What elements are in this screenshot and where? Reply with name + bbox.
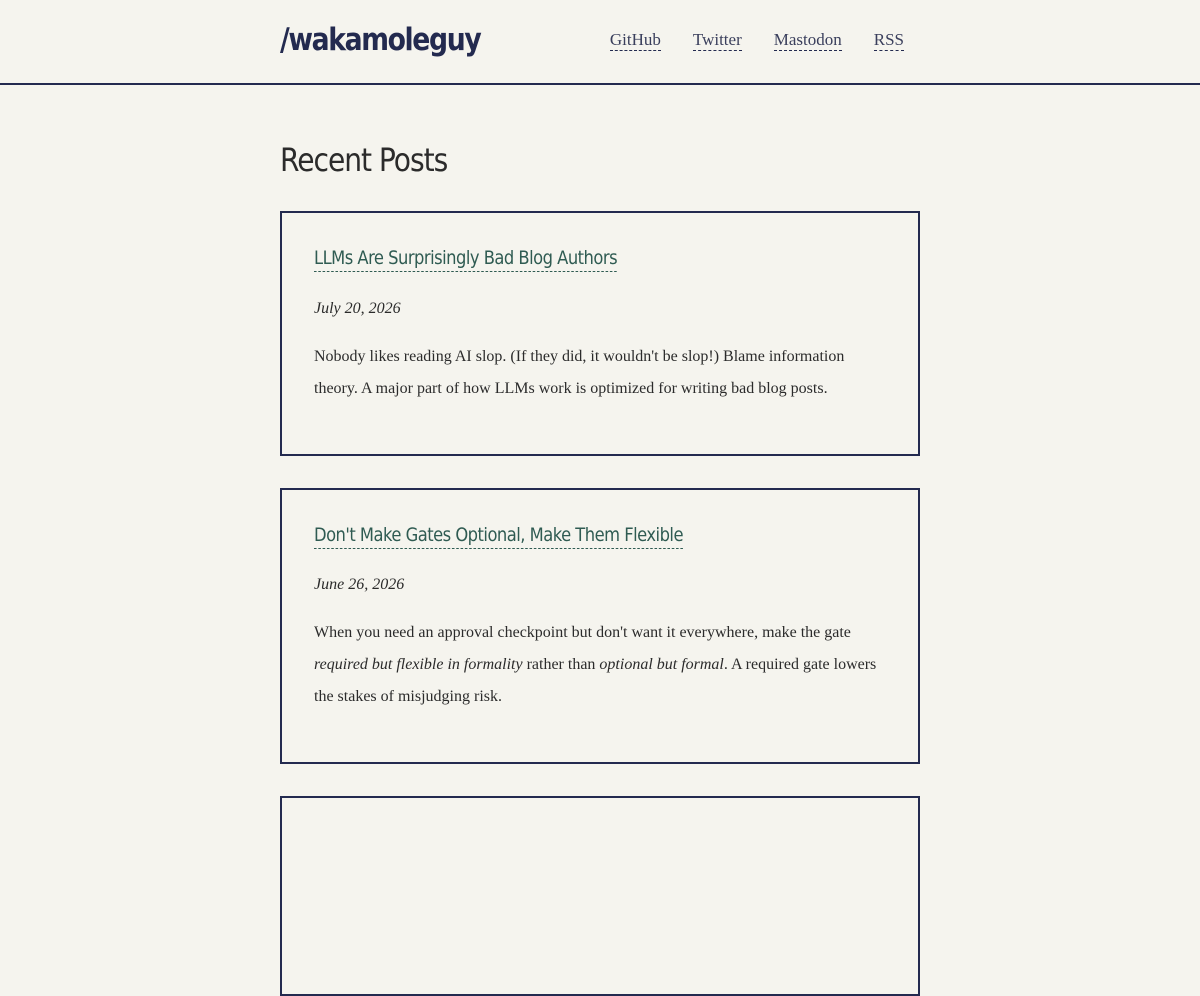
post-excerpt xyxy=(314,617,886,713)
site-header xyxy=(0,0,1200,85)
post-title-link[interactable]: LLMs Are Surprisingly Bad Blog Authors xyxy=(314,247,617,272)
nav-link-github[interactable]: GitHub xyxy=(610,30,661,51)
site-title-link[interactable]: /wakamoleguy xyxy=(280,22,481,58)
post-card xyxy=(280,488,920,764)
top-nav xyxy=(610,30,904,51)
post-date: July 20, 2026 xyxy=(314,300,401,317)
nav-link-twitter[interactable]: Twitter xyxy=(693,30,742,51)
excerpt-text: rather than xyxy=(522,656,600,673)
nav-link-rss[interactable]: RSS xyxy=(874,30,904,51)
page-title: Recent Posts xyxy=(280,141,448,179)
post-card xyxy=(280,796,920,996)
post-card xyxy=(280,211,920,456)
nav-link-mastodon[interactable]: Mastodon xyxy=(774,30,842,51)
excerpt-emphasis: required but flexible in formality xyxy=(314,656,523,673)
post-excerpt xyxy=(314,341,886,405)
excerpt-text: When you need an approval checkpoint but don't want it everywhere, make the gate xyxy=(314,624,851,641)
excerpt-text: . A required gate lowers the stakes of misjudging risk. xyxy=(314,656,877,705)
post-date: June 26, 2026 xyxy=(314,576,405,593)
header-inner xyxy=(280,0,920,83)
excerpt-emphasis: optional but formal xyxy=(599,656,724,673)
excerpt-text: Nobody likes reading AI slop. (If they did, it wouldn't be slop!) Blame information theory. A major part of how LLMs work is optimized for writing bad blog posts. xyxy=(314,348,845,397)
post-title-link[interactable]: Don't Make Gates Optional, Make Them Flexible xyxy=(314,524,683,549)
